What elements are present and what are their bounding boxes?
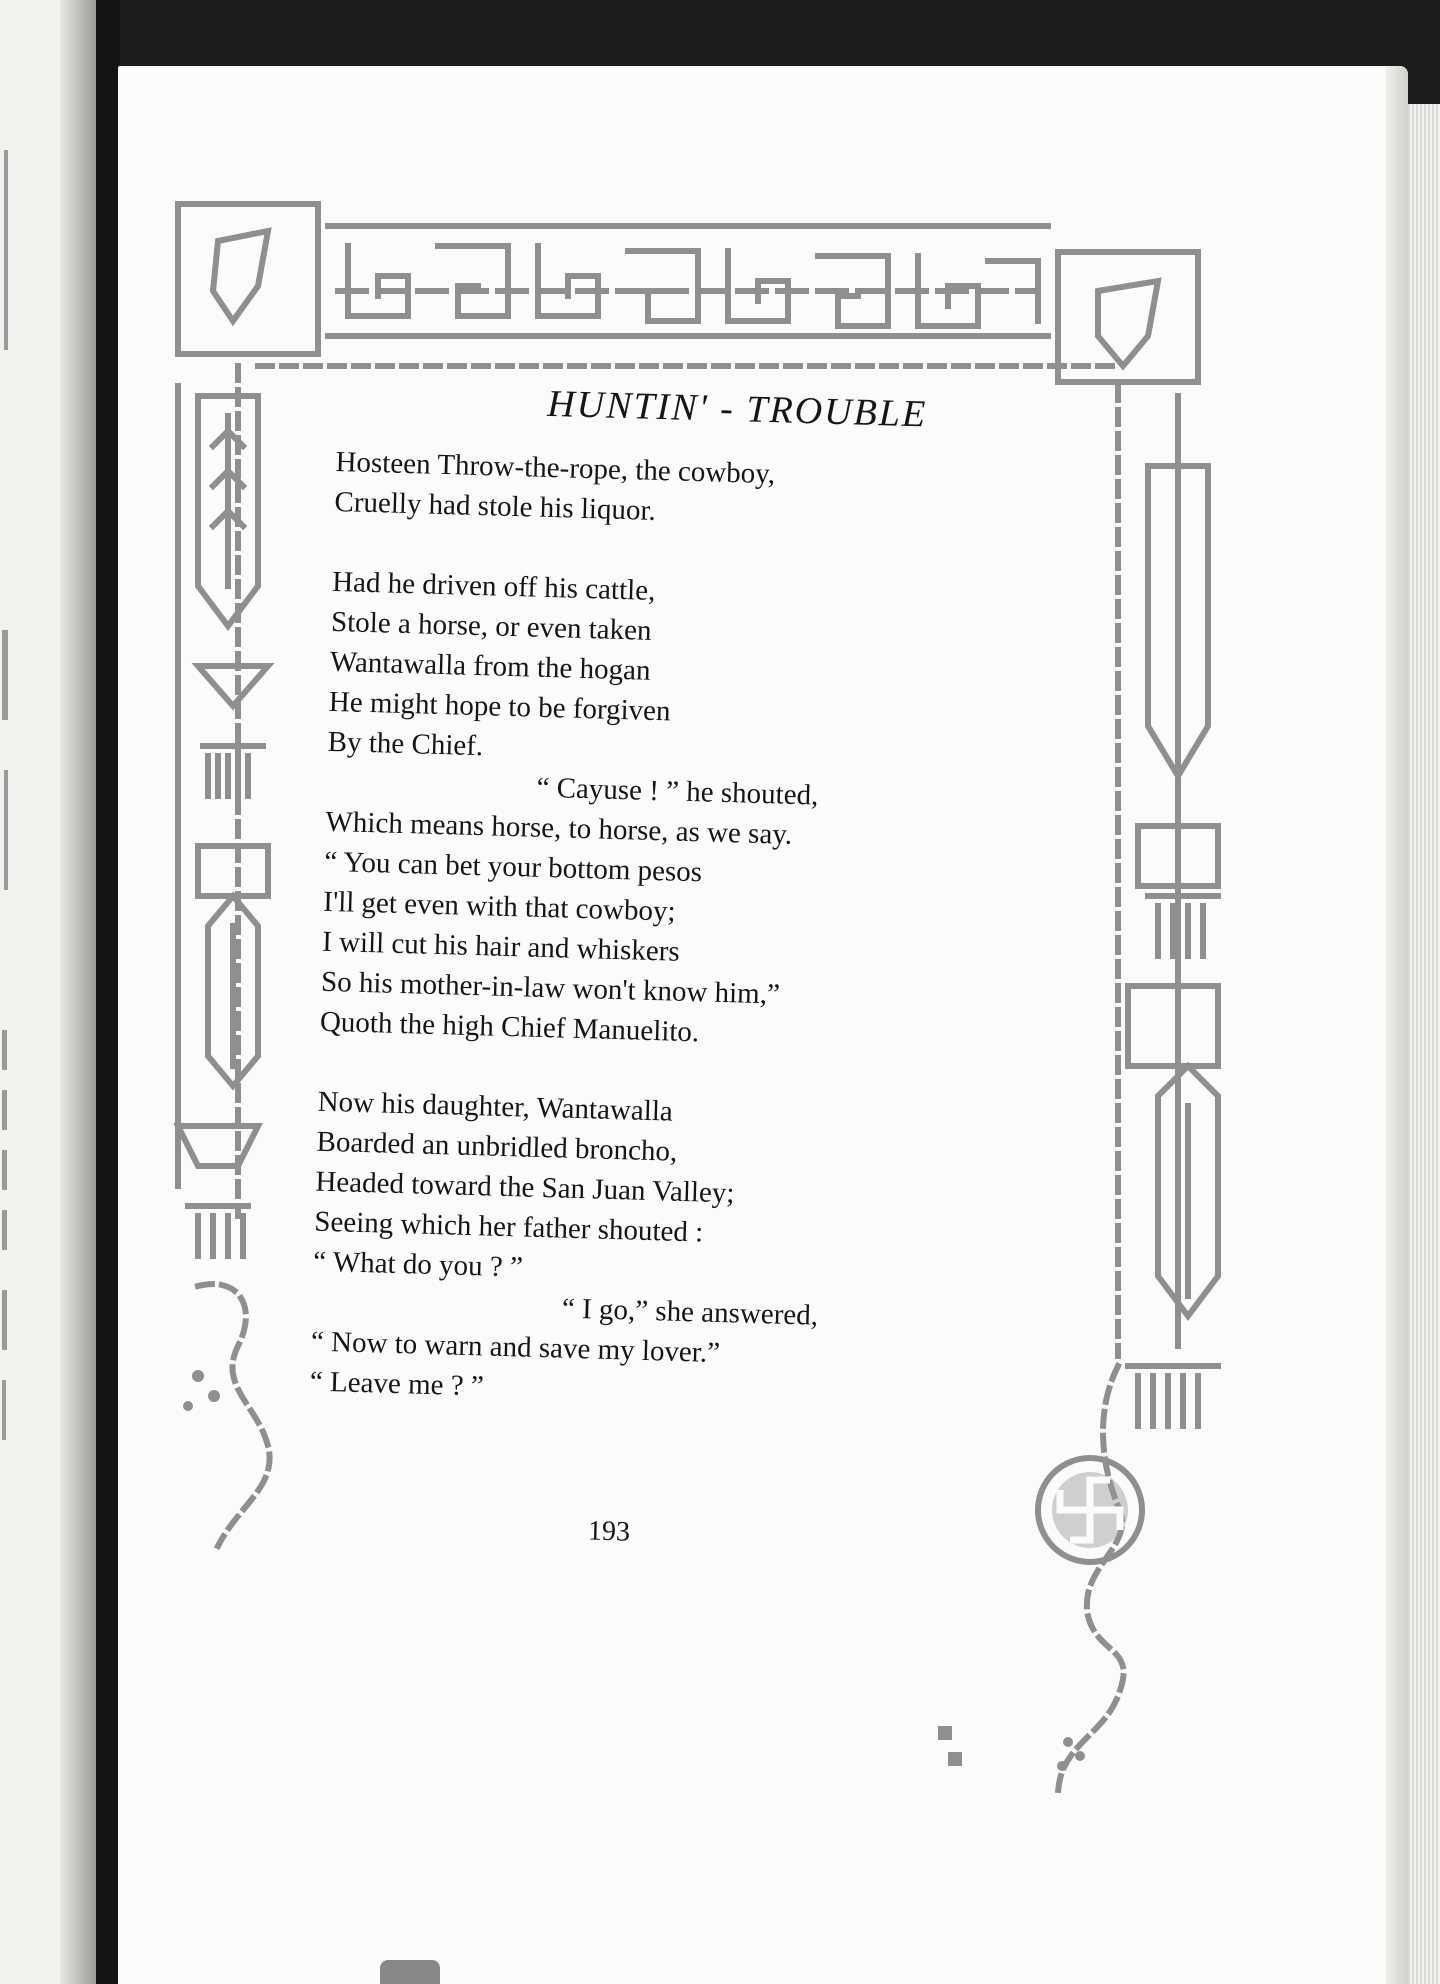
right-column-motif — [1128, 396, 1218, 1426]
stanza-1 — [334, 442, 1096, 543]
page-number: 193 — [587, 1515, 631, 1548]
arrowhead-icon — [1098, 281, 1158, 366]
poem-line: I will cut his hair and whiskers — [321, 925, 681, 968]
poem-line: Quoth the high Chief Manuelito. — [319, 1005, 700, 1049]
poem-line: Hosteen Throw-the-rope, the cowboy, — [335, 445, 776, 491]
book-page — [118, 66, 1408, 1984]
left-page-edge — [60, 0, 96, 1984]
page-edges — [1408, 104, 1440, 1984]
poem-text-block — [308, 376, 1097, 1463]
poem-line: “ I go,” she answered, — [561, 1292, 819, 1332]
poem-line: “ Leave me ? ” — [309, 1365, 485, 1403]
poem-line: Had he driven off his cattle, — [331, 565, 656, 607]
poem-line: Boarded an unbridled broncho, — [316, 1125, 678, 1168]
poem-line: Headed toward the San Juan Valley; — [315, 1165, 735, 1210]
poem-title: HUNTIN' - TROUBLE — [546, 382, 928, 436]
poem-line: “ What do you ? ” — [312, 1245, 524, 1284]
book-gutter — [96, 0, 120, 1984]
stanza-2 — [319, 562, 1092, 1063]
poem-line: Cruelly had stole his liquor. — [334, 485, 657, 527]
poem-line: “ Cayuse ! ” he shouted, — [536, 771, 819, 812]
poem-line: He might hope to be forgiven — [328, 685, 671, 728]
top-meander-band — [178, 204, 1198, 382]
stanza-3 — [309, 1082, 1078, 1423]
left-page-border-fragment — [0, 150, 40, 1550]
arrowhead-icon — [213, 231, 268, 321]
poem-line: So his mother-in-law won't know him,” — [320, 965, 781, 1011]
poem-line: Now his daughter, Wantawalla — [317, 1085, 674, 1128]
poem-line: “ You can bet your bottom pesos — [323, 845, 703, 889]
poem-line: I'll get even with that cowboy; — [322, 885, 676, 928]
poem-line: By the Chief. — [327, 725, 484, 763]
poem-line: Stole a horse, or even taken — [330, 605, 652, 647]
poem-line: “ Now to warn and save my lover.” — [310, 1325, 721, 1370]
scan-artifact — [380, 1960, 440, 1984]
serpent-ornament-icon — [198, 1284, 270, 1546]
left-column-motif — [178, 386, 268, 1256]
poem-line: Which means horse, to horse, as we say. — [325, 805, 793, 851]
poem-line: Seeing which her father shouted : — [313, 1205, 704, 1249]
poem-line: Wantawalla from the hogan — [329, 645, 651, 687]
swastika-medallion-icon — [1038, 1458, 1142, 1562]
